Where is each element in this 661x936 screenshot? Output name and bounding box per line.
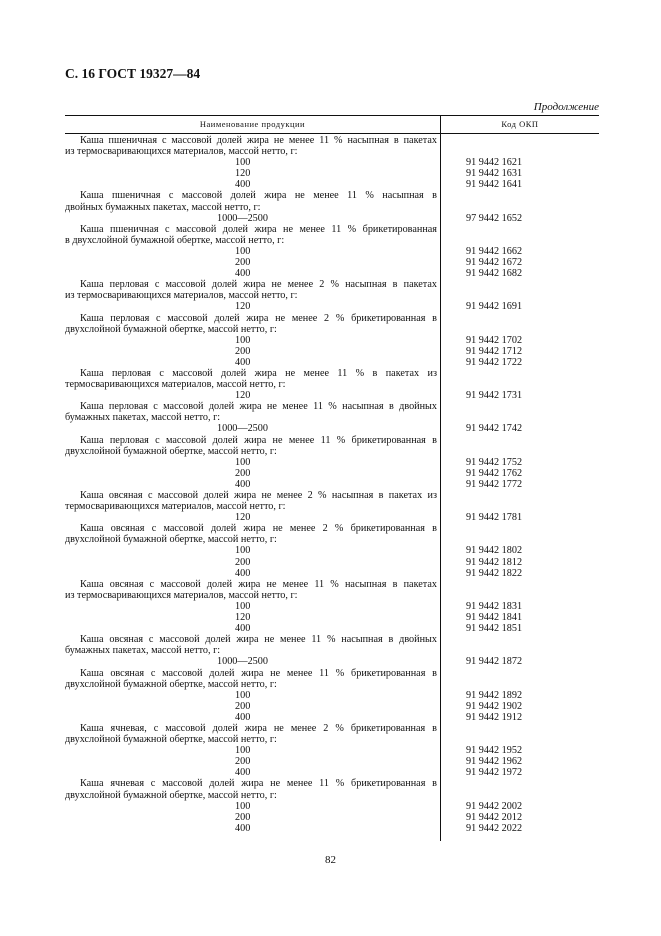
product-description-line [65, 313, 599, 324]
product-description-line [65, 146, 599, 157]
table-row [65, 656, 599, 667]
product-description-text: термосваривающихся материалов, массой нетто, г: [65, 501, 286, 513]
okp-code: 91 9442 1892 [466, 689, 523, 701]
product-description-line [65, 224, 599, 235]
page-header-title: С. 16 ГОСТ 19327—84 [65, 66, 201, 81]
product-description-text: Каша овсяная с массовой долей жира не менее 11 % насыпная в двойных [80, 634, 437, 646]
net-mass-value: 400 [235, 711, 251, 723]
net-mass-value: 120 [235, 612, 251, 624]
table-row [65, 512, 599, 523]
product-description-text: Каша перловая с массовой долей жира не менее 11 % насыпная в двойных [80, 401, 437, 413]
product-description-text: Каша пшеничная с массовой долей жира не менее 11 % насыпная в [80, 190, 437, 202]
product-description-line [65, 679, 599, 690]
product-description-text: Каша овсяная с массовой долей жира не менее 2 % насыпная в пакетах из [80, 490, 437, 501]
product-description-text: двухслойной бумажной обертке, массой нетто, г: [65, 678, 277, 690]
okp-code: 91 9442 1722 [466, 356, 523, 368]
product-description-line [65, 190, 599, 201]
table-row [65, 701, 599, 712]
net-mass-value: 200 [235, 556, 251, 568]
okp-code: 91 9442 1772 [466, 478, 523, 490]
product-description-line [65, 324, 599, 335]
okp-code: 91 9442 1822 [466, 567, 523, 579]
okp-code: 91 9442 1781 [466, 512, 523, 524]
okp-code: 91 9442 1802 [466, 545, 523, 557]
net-mass-value: 400 [235, 268, 251, 280]
net-mass-value: 200 [235, 756, 251, 768]
product-description-line [65, 290, 599, 301]
okp-code: 91 9442 1662 [466, 245, 523, 257]
net-mass-value: 120 [235, 390, 251, 402]
net-mass-value: 100 [235, 545, 251, 557]
net-mass-value: 400 [235, 179, 251, 191]
okp-code: 91 9442 1712 [466, 345, 523, 357]
product-description-text: Каша пшеничная с массовой долей жира не менее 11 % насыпная в пакетах [80, 135, 437, 146]
table-row [65, 457, 599, 468]
table-row [65, 545, 599, 556]
okp-code: 91 9442 1962 [466, 756, 523, 768]
product-description-line [65, 734, 599, 745]
table-row [65, 246, 599, 257]
net-mass-value: 200 [235, 811, 251, 823]
product-description-text: Каша ячневая с массовой долей жира не менее 11 % брикетированная в [80, 778, 437, 790]
table-row [65, 712, 599, 723]
product-description-line [65, 135, 599, 146]
column-header-code: Код ОКП [501, 119, 539, 129]
product-description-text: двухслойной бумажной обертке, массой нетто, г: [65, 445, 277, 457]
product-description-line [65, 534, 599, 545]
okp-code: 91 9442 1731 [466, 390, 523, 402]
table-row [65, 557, 599, 568]
product-description-line [65, 446, 599, 457]
table-row [65, 601, 599, 612]
table-row [65, 479, 599, 490]
continuation-label: Продолжение [533, 101, 599, 113]
okp-code: 91 9442 1682 [466, 268, 523, 280]
table-top-rule [65, 115, 599, 116]
product-description-line [65, 490, 599, 501]
net-mass-value: 100 [235, 334, 251, 346]
table-row [65, 301, 599, 312]
table-row [65, 357, 599, 368]
okp-code: 91 9442 1812 [466, 556, 523, 568]
table-row [65, 157, 599, 168]
net-mass-value: 100 [235, 689, 251, 701]
net-mass-value: 100 [235, 157, 251, 169]
product-description-text: из термосваривающихся материалов, массой нетто, г: [65, 589, 298, 601]
net-mass-value: 120 [235, 168, 251, 180]
table-row [65, 168, 599, 179]
product-description-line [65, 579, 599, 590]
product-description-text: из термосваривающихся материалов, массой нетто, г: [65, 290, 298, 302]
table-row [65, 179, 599, 190]
okp-code: 91 9442 1641 [466, 179, 523, 191]
table-body [65, 135, 599, 834]
product-description-text: Каша пшеничная с массовой долей жира не менее 11 % брикетированная [80, 223, 437, 235]
product-description-line [65, 778, 599, 789]
table-row [65, 346, 599, 357]
table-row [65, 257, 599, 268]
net-mass-value: 100 [235, 745, 251, 757]
net-mass-value: 120 [235, 512, 251, 524]
net-mass-value: 1000—2500 [217, 656, 268, 668]
okp-code: 97 9442 1652 [466, 212, 523, 224]
product-description-line [65, 501, 599, 512]
okp-code: 91 9442 1691 [466, 301, 523, 313]
net-mass-value: 400 [235, 623, 251, 635]
column-header-name: Наименование продукции [199, 119, 306, 129]
table-row [65, 745, 599, 756]
product-description-text: из термосваривающихся материалов, массой нетто, г: [65, 146, 298, 158]
product-description-text: двухслойной бумажной обертке, массой нетто, г: [65, 789, 277, 801]
table-row [65, 756, 599, 767]
net-mass-value: 1000—2500 [217, 212, 268, 224]
product-description-line [65, 412, 599, 423]
net-mass-value: 100 [235, 800, 251, 812]
okp-code: 91 9442 1702 [466, 334, 523, 346]
product-description-line [65, 590, 599, 601]
product-description-line [65, 368, 599, 379]
product-description-text: Каша овсяная с массовой долей жира не менее 11 % брикетированная в [80, 667, 437, 679]
product-description-line [65, 790, 599, 801]
product-description-line [65, 668, 599, 679]
table-row [65, 335, 599, 346]
net-mass-value: 1000—2500 [217, 423, 268, 435]
okp-code: 91 9442 1952 [466, 745, 523, 757]
table-row [65, 767, 599, 778]
okp-code: 91 9442 1631 [466, 168, 523, 180]
okp-code: 91 9442 1872 [466, 656, 523, 668]
product-description-text: двухслойной бумажной обертке, массой нетто, г: [65, 323, 277, 335]
okp-code: 91 9442 1831 [466, 600, 523, 612]
table-row [65, 213, 599, 224]
net-mass-value: 200 [235, 257, 251, 269]
product-description-text: Каша перловая с массовой долей жира не менее 11 % в пакетах из [80, 367, 437, 379]
net-mass-value: 100 [235, 245, 251, 257]
table-row [65, 623, 599, 634]
okp-code: 91 9442 1841 [466, 612, 523, 624]
table-row [65, 812, 599, 823]
product-description-line [65, 235, 599, 246]
okp-code: 91 9442 1912 [466, 711, 523, 723]
table-header-rule [65, 133, 599, 134]
net-mass-value: 400 [235, 478, 251, 490]
table-row [65, 568, 599, 579]
product-description-line [65, 401, 599, 412]
net-mass-value: 400 [235, 356, 251, 368]
product-description-text: термосваривающихся материалов, массой нетто, г: [65, 379, 286, 391]
table-row [65, 801, 599, 812]
okp-code: 91 9442 1672 [466, 257, 523, 269]
product-description-text: Каша перловая с массовой долей жира не менее 2 % насыпная в пакетах [80, 279, 437, 291]
table-row [65, 823, 599, 834]
net-mass-value: 100 [235, 600, 251, 612]
product-description-line [65, 379, 599, 390]
product-description-line [65, 435, 599, 446]
net-mass-value: 120 [235, 301, 251, 313]
net-mass-value: 400 [235, 822, 251, 834]
product-description-line [65, 523, 599, 534]
okp-code: 91 9442 1972 [466, 767, 523, 779]
product-description-line [65, 634, 599, 645]
product-description-text: в двухслойной бумажной обертке, массой нетто, г: [65, 234, 285, 246]
product-description-line [65, 279, 599, 290]
okp-code: 91 9442 1851 [466, 623, 523, 635]
product-description-text: Каша овсяная с массовой долей жира не менее 11 % насыпная в пакетах [80, 578, 437, 590]
okp-code: 91 9442 1902 [466, 700, 523, 712]
table-row [65, 390, 599, 401]
product-description-text: двухслойной бумажной обертке, массой нетто, г: [65, 734, 277, 746]
net-mass-value: 100 [235, 456, 251, 468]
table-row [65, 690, 599, 701]
okp-code: 91 9442 2022 [466, 822, 523, 834]
product-description-text: бумажных пакетах, массой нетто, г: [65, 645, 221, 657]
product-description-text: Каша ячневая, с массовой долей жира не менее 2 % брикетированная в [80, 722, 437, 734]
product-description-line [65, 645, 599, 656]
okp-code: 91 9442 1762 [466, 467, 523, 479]
table-row [65, 423, 599, 434]
net-mass-value: 200 [235, 345, 251, 357]
product-code-table [65, 115, 599, 841]
net-mass-value: 400 [235, 567, 251, 579]
product-description-text: Каша овсяная с массовой долей жира не менее 2 % брикетированная в [80, 523, 437, 535]
product-description-text: Каша перловая с массовой долей жира не менее 11 % брикетированная в [80, 434, 437, 446]
table-row [65, 468, 599, 479]
product-description-text: Каша перловая с массовой долей жира не менее 2 % брикетированная в [80, 312, 437, 324]
okp-code: 91 9442 1752 [466, 456, 523, 468]
product-description-line [65, 202, 599, 213]
product-description-text: бумажных пакетах, массой нетто, г: [65, 412, 221, 424]
product-description-text: двухслойной бумажной обертке, массой нетто, г: [65, 534, 277, 546]
table-row [65, 268, 599, 279]
okp-code: 91 9442 2012 [466, 811, 523, 823]
net-mass-value: 200 [235, 467, 251, 479]
page-number: 82 [325, 854, 336, 866]
okp-code: 91 9442 2002 [466, 800, 523, 812]
net-mass-value: 400 [235, 767, 251, 779]
net-mass-value: 200 [235, 700, 251, 712]
table-row [65, 612, 599, 623]
okp-code: 91 9442 1742 [466, 423, 523, 435]
okp-code: 91 9442 1621 [466, 157, 523, 169]
product-description-line [65, 723, 599, 734]
product-description-text: двойных бумажных пакетах, массой нетто, г: [65, 201, 261, 213]
